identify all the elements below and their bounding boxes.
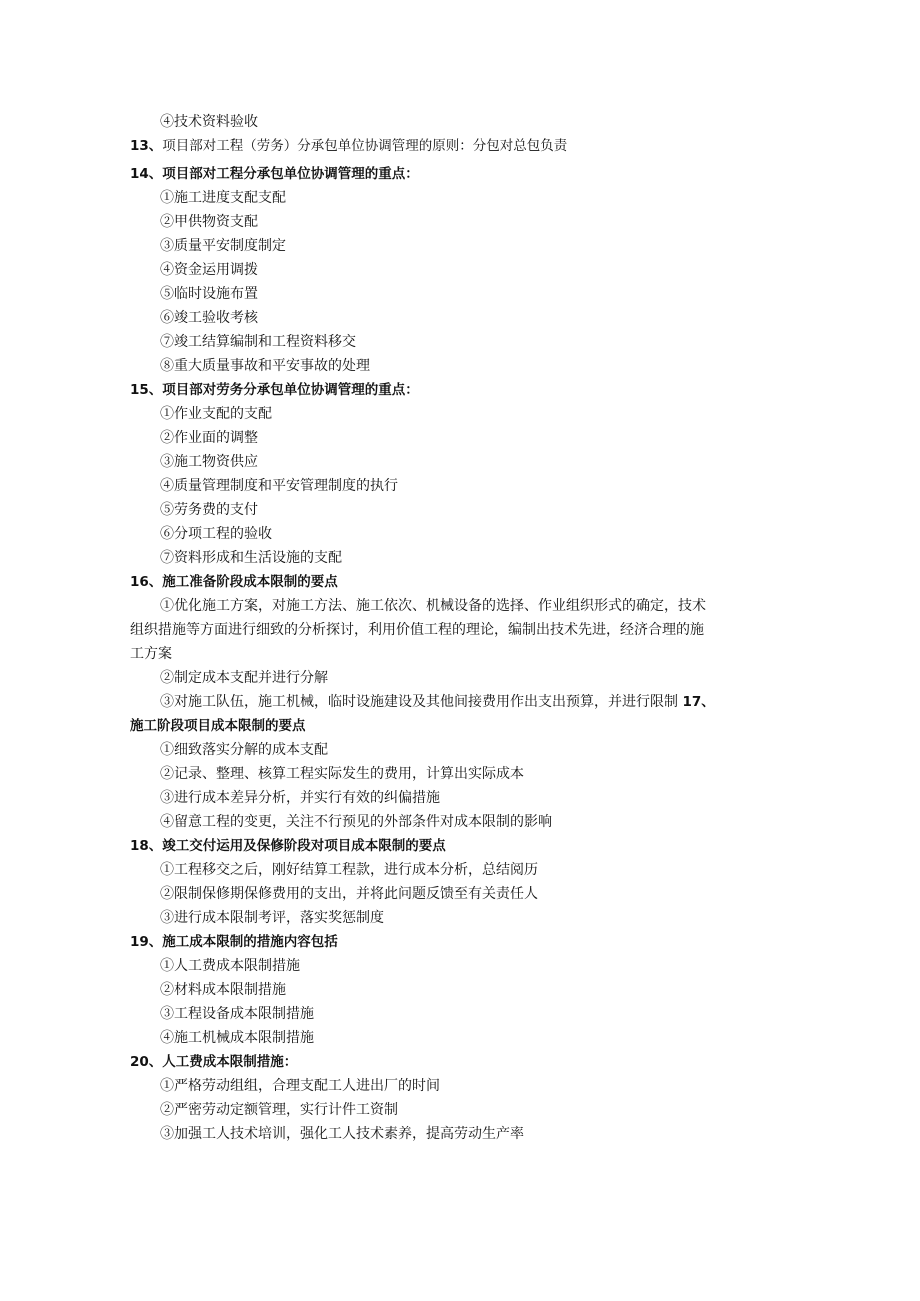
- list-item: ①细致落实分解的成本支配: [160, 742, 328, 758]
- s17-heading: [130, 714, 780, 738]
- s19-number: 19、: [130, 934, 163, 950]
- list-item: ⑦资料形成和生活设施的支配: [160, 550, 342, 566]
- s19-title: 施工成本限制的措施内容包括: [162, 934, 338, 950]
- s18-heading: [130, 834, 780, 858]
- s13-text: 项目部对工程（劳务）分承包单位协调管理的原则：分包对总包负责: [162, 138, 568, 154]
- list-item: ③工程设备成本限制措施: [160, 1006, 314, 1022]
- s14-number: 14、: [130, 166, 163, 182]
- s15-heading: [130, 378, 780, 402]
- s13-heading: [130, 134, 780, 158]
- s13-number: 13、: [130, 138, 163, 154]
- list-item: ④质量管理制度和平安管理制度的执行: [160, 478, 398, 494]
- document-body: [130, 110, 780, 1146]
- list-item: ①施工进度支配支配: [160, 190, 286, 206]
- list-item: ②制定成本支配并进行分解: [160, 670, 328, 686]
- s15-title: 项目部对劳务分承包单位协调管理的重点：: [162, 382, 419, 398]
- list-item: ③加强工人技术培训，强化工人技术素养，提高劳动生产率: [160, 1126, 524, 1142]
- list-item: ④留意工程的变更，关注不行预见的外部条件对成本限制的影响: [160, 814, 552, 830]
- list-item: ②甲供物资支配: [160, 214, 258, 230]
- list-item: ②严密劳动定额管理，实行计件工资制: [160, 1102, 398, 1118]
- list-item: ③进行成本限制考评，落实奖惩制度: [160, 910, 384, 926]
- s14-title: 项目部对工程分承包单位协调管理的重点：: [162, 166, 419, 182]
- list-item: ①人工费成本限制措施: [160, 958, 300, 974]
- s12-tail-item: ④技术资料验收: [160, 114, 258, 130]
- list-item: ②材料成本限制措施: [160, 982, 286, 998]
- list-item: ③进行成本差异分析，并实行有效的纠偏措施: [160, 790, 440, 806]
- list-item: ④施工机械成本限制措施: [160, 1030, 314, 1046]
- list-item: ⑥竣工验收考核: [160, 310, 258, 326]
- s17-title: 施工阶段项目成本限制的要点: [130, 718, 306, 734]
- s20-number: 20、: [130, 1054, 163, 1070]
- list-item: ⑤临时设施布置: [160, 286, 258, 302]
- s16-number: 16、: [130, 574, 163, 590]
- s20-heading: [130, 1050, 780, 1074]
- list-item: ⑤劳务费的支付: [160, 502, 258, 518]
- list-item: ③施工物资供应: [160, 454, 258, 470]
- s16-title: 施工准备阶段成本限制的要点: [162, 574, 338, 590]
- list-item: ③质量平安制度制定: [160, 238, 286, 254]
- s18-title: 竣工交付运用及保修阶段对项目成本限制的要点: [162, 838, 446, 854]
- s16-paragraph-line-2: 组织措施等方面进行细致的分析探讨，利用价值工程的理论，编制出技术先进，经济合理的施: [130, 622, 704, 638]
- s14-heading: [130, 162, 780, 186]
- list-item: ①工程移交之后，刚好结算工程款，进行成本分析，总结阅历: [160, 862, 538, 878]
- s16-item-3-text: ③对施工队伍，施工机械，临时设施建设及其他间接费用作出支出预算，并进行限制: [160, 694, 678, 710]
- list-item: ⑦竣工结算编制和工程资料移交: [160, 334, 356, 350]
- list-item: ①严格劳动组组，合理支配工人进出厂的时间: [160, 1078, 440, 1094]
- s15-number: 15、: [130, 382, 163, 398]
- s18-number: 18、: [130, 838, 163, 854]
- s16-paragraph-line-3: 工方案: [130, 646, 172, 662]
- list-item: ②作业面的调整: [160, 430, 258, 446]
- list-item: ②记录、整理、核算工程实际发生的费用，计算出实际成本: [160, 766, 524, 782]
- list-item: ④资金运用调拨: [160, 262, 258, 278]
- s20-title: 人工费成本限制措施：: [162, 1054, 298, 1070]
- s17-number: 17、: [682, 694, 715, 710]
- list-item: ②限制保修期保修费用的支出，并将此问题反馈至有关责任人: [160, 886, 538, 902]
- list-item: ⑥分项工程的验收: [160, 526, 272, 542]
- s16-paragraph-line-1: ①优化施工方案，对施工方法、施工依次、机械设备的选择、作业组织形式的确定，技术: [160, 598, 706, 614]
- s19-heading: [130, 930, 780, 954]
- s16-item-3: [130, 690, 780, 714]
- s16-heading: [130, 570, 780, 594]
- list-item: ①作业支配的支配: [160, 406, 272, 422]
- list-item: ⑧重大质量事故和平安事故的处理: [160, 358, 370, 374]
